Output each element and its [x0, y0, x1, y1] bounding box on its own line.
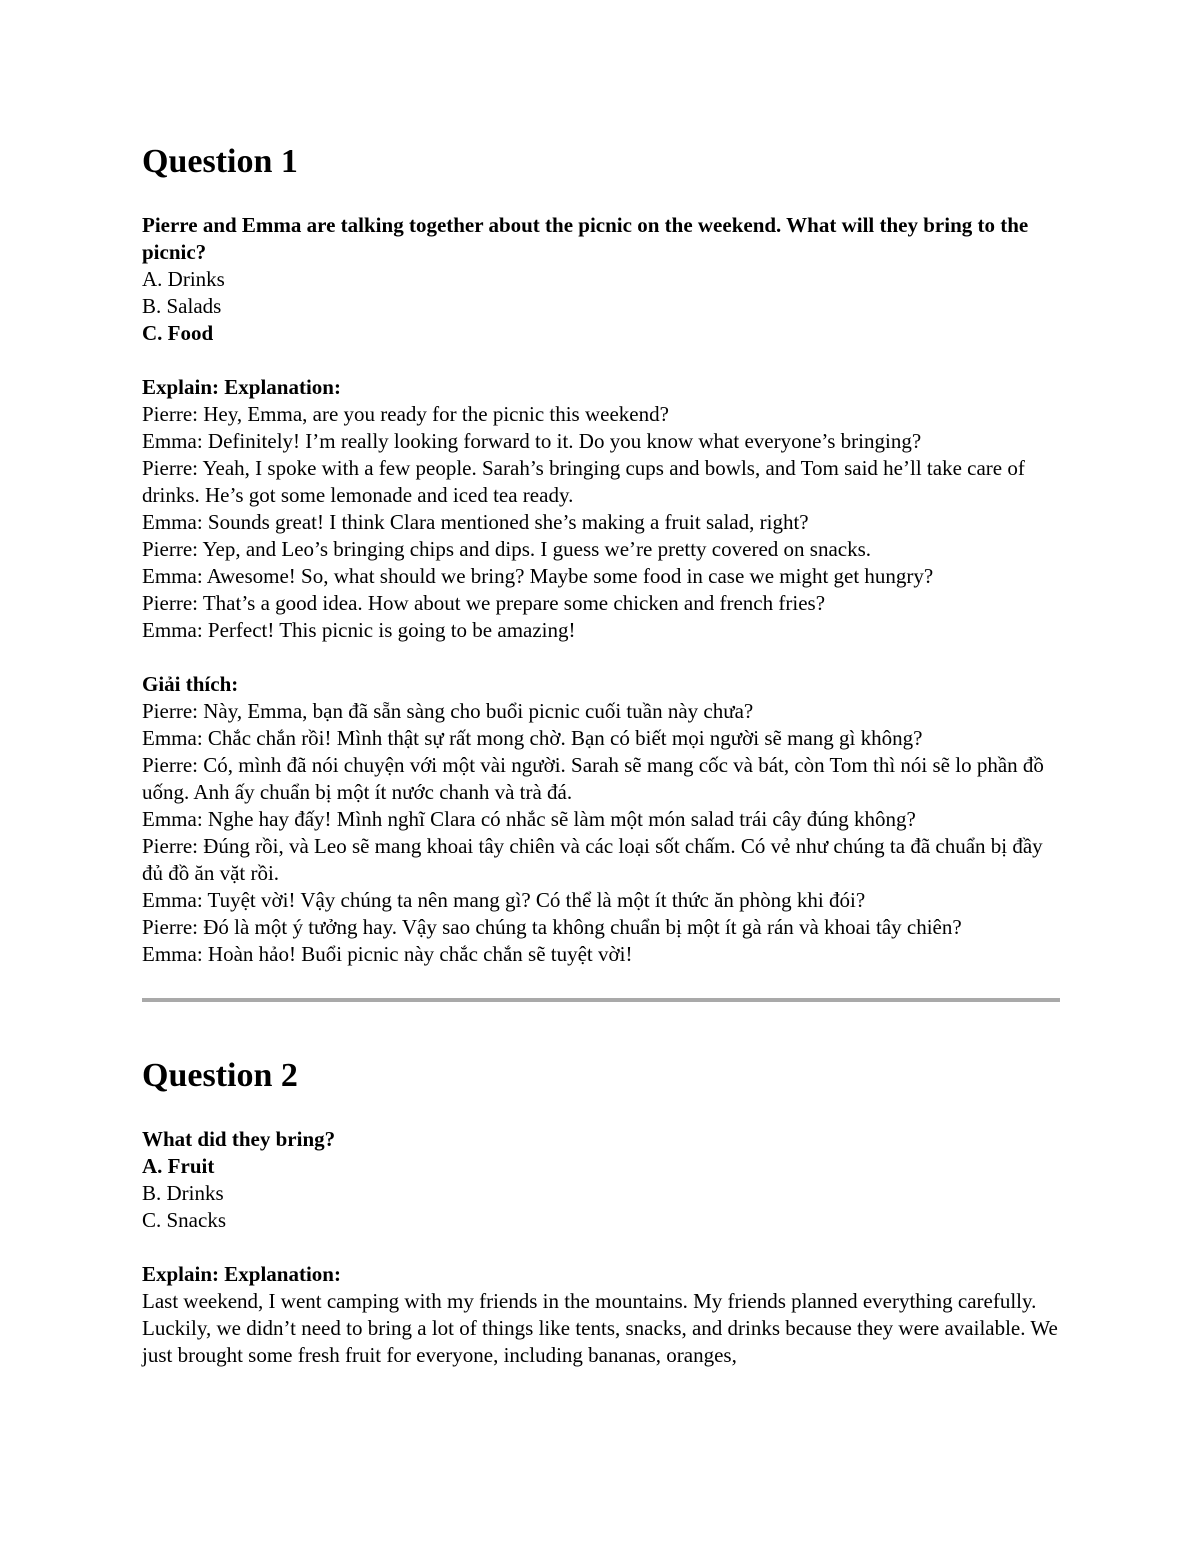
question-2-option-a-correct: A. Fruit — [142, 1154, 215, 1178]
question-1-option-c-correct: C. Food — [142, 321, 214, 345]
question-1-vi-explanation-line: Pierre: Đúng rồi, và Leo sẽ mang khoai tây chiên và các loại sốt chấm. Có vẻ như chúng ta đã chuẩn bị đầy đủ đồ ăn vặt rồi. — [142, 834, 1043, 885]
question-1-explanation-line: Pierre: Yep, and Leo’s bringing chips and dips. I guess we’re pretty covered on snacks. — [142, 537, 872, 561]
question-2-option-b: B. Drinks — [142, 1181, 224, 1205]
question-1-option-b: B. Salads — [142, 294, 222, 318]
question-1-vi-explanation-line: Emma: Tuyệt vời! Vậy chúng ta nên mang gì? Có thể là một ít thức ăn phòng khi đói? — [142, 888, 866, 912]
question-1-explanation-line: Emma: Sounds great! I think Clara mentioned she’s making a fruit salad, right? — [142, 510, 809, 534]
question-1-explanation-line: Pierre: That’s a good idea. How about we prepare some chicken and french fries? — [142, 591, 826, 615]
question-1-vi-explanation-line: Pierre: Có, mình đã nói chuyện với một vài người. Sarah sẽ mang cốc và bát, còn Tom thì nói sẽ lo phần đồ uống. Anh ấy chuẩn bị một ít nước chanh và trà đá. — [142, 753, 1044, 804]
question-1-prompt: Pierre and Emma are talking together about the picnic on the weekend. What will they bring to the picnic? — [142, 213, 1029, 264]
question-2-prompt: What did they bring? — [142, 1127, 336, 1151]
question-1-vi-explanation-line: Pierre: Đó là một ý tưởng hay. Vậy sao chúng ta không chuẩn bị một ít gà rán và khoai tây chiên? — [142, 915, 962, 939]
question-1-option-a: A. Drinks — [142, 267, 225, 291]
question-1-explanation-line: Emma: Perfect! This picnic is going to be amazing! — [142, 618, 576, 642]
question-1-explanation-line: Pierre: Hey, Emma, are you ready for the picnic this weekend? — [142, 402, 669, 426]
question-2-option-c: C. Snacks — [142, 1208, 226, 1232]
question-1-vi-explanation-line: Pierre: Này, Emma, bạn đã sẵn sàng cho buổi picnic cuối tuần này chưa? — [142, 699, 754, 723]
question-1-vi-explanation-line: Emma: Hoàn hảo! Buổi picnic này chắc chắn sẽ tuyệt vời! — [142, 942, 633, 966]
question-1-explain-heading: Explain: Explanation: — [142, 375, 341, 399]
question-1-title: Question 1 — [142, 143, 298, 180]
question-1-explanation-line: Emma: Awesome! So, what should we bring? Maybe some food in case we might get hungry? — [142, 564, 934, 588]
question-1-vi-explanation-line: Emma: Chắc chắn rồi! Mình thật sự rất mong chờ. Bạn có biết mọi người sẽ mang gì không? — [142, 726, 923, 750]
question-2-title: Question 2 — [142, 1057, 298, 1094]
question-1-explanation-line: Pierre: Yeah, I spoke with a few people. Sarah’s bringing cups and bowls, and Tom said he’ll take care of drinks. He’s got some lemonade and iced tea ready. — [142, 456, 1025, 507]
document-page — [142, 0, 1060, 1369]
section-divider — [142, 998, 1060, 1002]
question-1-vi-heading: Giải thích: — [142, 672, 239, 696]
question-2-explanation-paragraph: Last weekend, I went camping with my friends in the mountains. My friends planned everything carefully. Luckily, we didn’t need to bring a lot of things like tents, snacks, and drinks because they were available. We just brought some fresh fruit for everyone, including bananas, oranges, — [142, 1289, 1058, 1367]
question-1-explanation-line: Emma: Definitely! I’m really looking forward to it. Do you know what everyone’s bringing? — [142, 429, 922, 453]
question-2-explain-heading: Explain: Explanation: — [142, 1262, 341, 1286]
question-1-vi-explanation-line: Emma: Nghe hay đấy! Mình nghĩ Clara có nhắc sẽ làm một món salad trái cây đúng không? — [142, 807, 916, 831]
